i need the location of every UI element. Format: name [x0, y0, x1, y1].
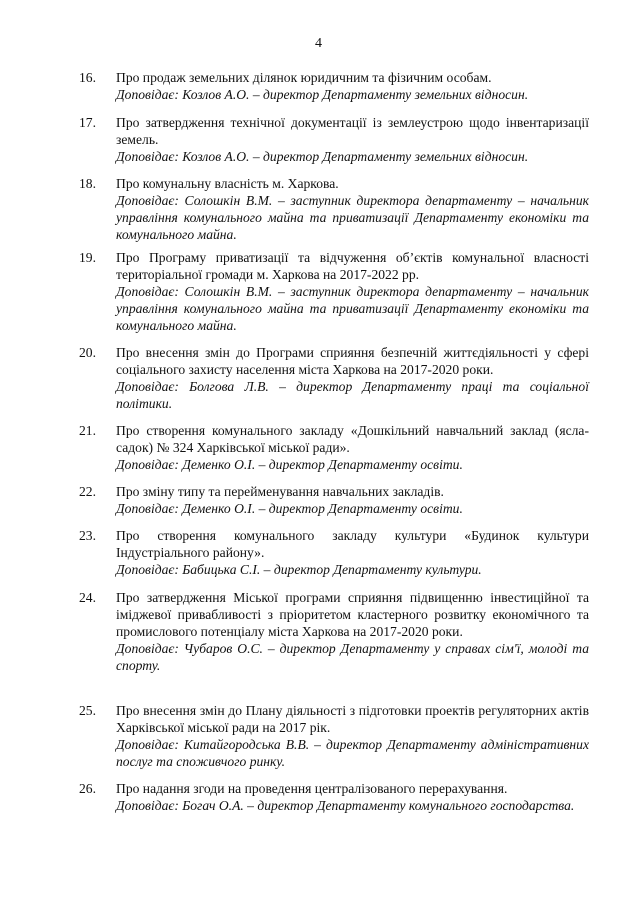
item-speaker: Доповідає: Бабицька С.І. – директор Департаменту культури. [116, 562, 482, 577]
agenda-item-24 [79, 589, 589, 674]
agenda-item-18 [79, 175, 589, 243]
item-number: 21. [79, 423, 96, 438]
agenda-item-23 [79, 527, 589, 578]
item-speaker: Доповідає: Козлов А.О. – директор Департаменту земельних відносин. [116, 149, 529, 164]
item-title: Про створення комунального закладу культури «Будинок культури Індустріального району». [116, 528, 589, 560]
item-title: Про затвердження технічної документації із землеустрою щодо інвентаризації земель. [116, 115, 589, 147]
item-speaker: Доповідає: Китайгородська В.В. – директор Департаменту адміністративних послуг та споживчого ринку. [116, 737, 589, 769]
item-number: 20. [79, 345, 96, 360]
item-number: 24. [79, 590, 96, 605]
item-title: Про продаж земельних ділянок юридичним та фізичним особам. [116, 70, 492, 85]
item-speaker: Доповідає: Болгова Л.В. – директор Департаменту праці та соціальної політики. [116, 379, 589, 411]
item-number: 19. [79, 250, 96, 265]
agenda-item-21 [79, 422, 589, 473]
agenda-item-22 [79, 483, 589, 517]
item-number: 23. [79, 528, 96, 543]
item-title: Про створення комунального закладу «Дошкільний навчальний заклад (ясла-садок) № 324 Харківської міської ради». [116, 423, 589, 455]
page-number: 4 [315, 36, 322, 51]
item-title: Про зміну типу та перейменування навчальних закладів. [116, 484, 444, 499]
item-speaker: Доповідає: Деменко О.І. – директор Департаменту освіти. [116, 501, 463, 516]
item-number: 17. [79, 115, 96, 130]
item-number: 22. [79, 484, 96, 499]
item-number: 18. [79, 176, 96, 191]
item-title: Про внесення змін до Плану діяльності з підготовки проектів регуляторних актів Харківської міської ради на 2017 рік. [116, 703, 589, 735]
item-title: Про Програму приватизації та відчуження об’єктів комунальної власності територіальної громади м. Харкова на 2017-2022 рр. [116, 250, 589, 282]
agenda-item-20 [79, 344, 589, 412]
item-title: Про комунальну власність м. Харкова. [116, 176, 339, 191]
item-speaker: Доповідає: Козлов А.О. – директор Департаменту земельних відносин. [116, 87, 529, 102]
agenda-item-25 [79, 702, 589, 770]
item-title: Про затвердження Міської програми сприяння підвищенню інвестиційної та іміджевої привабливості з пріоритетом кластерного розвитку економічного та промислового потенціалу міста Харкова на 2017-2020 роки. [116, 590, 589, 639]
agenda-item-19 [79, 249, 589, 334]
item-number: 26. [79, 781, 96, 796]
item-speaker: Доповідає: Деменко О.І. – директор Департаменту освіти. [116, 457, 463, 472]
agenda-item-17 [79, 114, 589, 165]
item-speaker: Доповідає: Чубаров О.С. – директор Департаменту у справах сім'ї, молоді та спорту. [116, 641, 589, 673]
item-speaker: Доповідає: Богач О.А. – директор Департаменту комунального господарства. [116, 798, 575, 813]
item-speaker: Доповідає: Солошкін В.М. – заступник директора департаменту – начальник управління комунального майна та приватизації Департаменту економіки та комунального майна. [116, 284, 589, 333]
item-title: Про внесення змін до Програми сприяння безпечній життєдіяльності у сфері соціального захисту населення міста Харкова на 2017-2020 роки. [116, 345, 589, 377]
item-speaker: Доповідає: Солошкін В.М. – заступник директора департаменту – начальник управління комунального майна та приватизації Департаменту економіки та комунального майна. [116, 193, 589, 242]
item-number: 16. [79, 70, 96, 85]
item-number: 25. [79, 703, 96, 718]
agenda-item-16 [79, 69, 589, 103]
agenda-item-26 [79, 780, 589, 814]
item-title: Про надання згоди на проведення централізованого перерахування. [116, 781, 508, 796]
